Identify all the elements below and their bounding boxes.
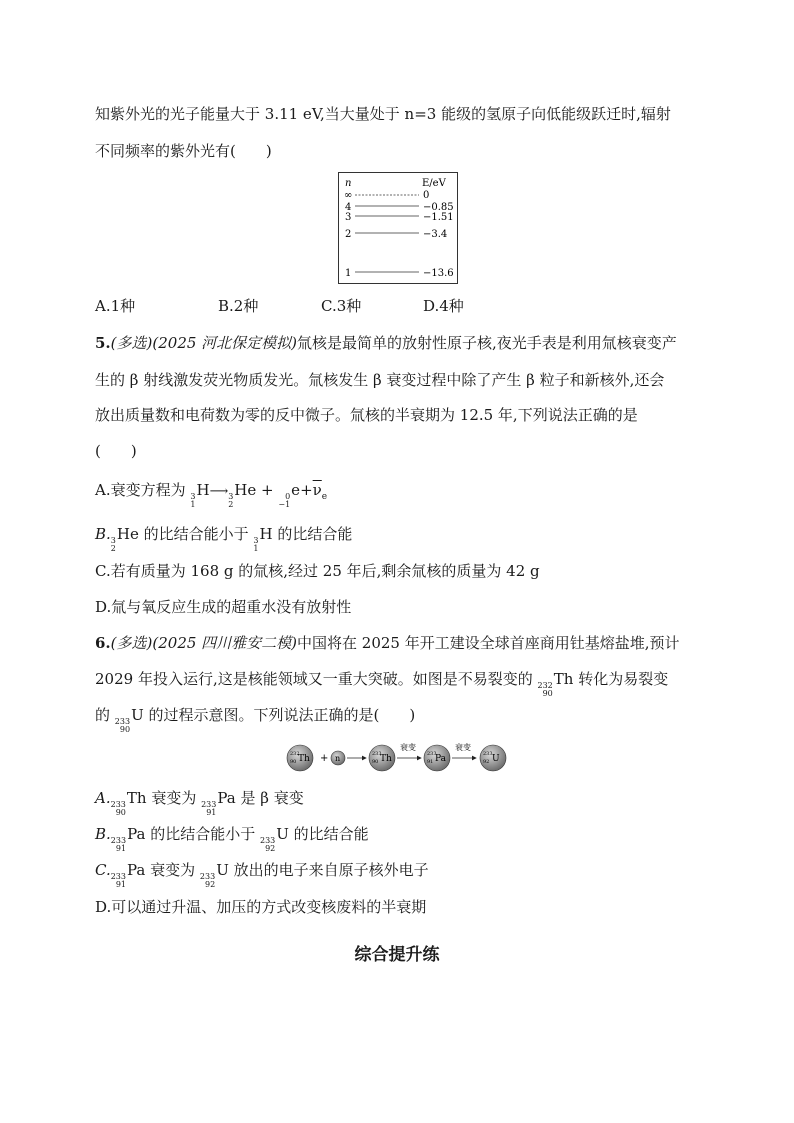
q6-stem-text-3-end: U 的过程示意图。下列说法正确的是( ) [131,706,416,724]
q5-stem-text-1: 氚核是最简单的放射性原子核,夜光手表是利用氚核衰变产 [297,334,677,352]
nuclide-he3: 3 2 He [228,481,257,509]
level-n-2: 2 [345,229,352,240]
q6-option-a-prefix: A. [95,789,111,807]
q5-option-d[interactable]: D.氚与氧反应生成的超重水没有放射性 [95,598,352,616]
svg-text:233: 233 [372,751,382,757]
section-title: 综合提升练 [354,945,440,965]
svg-text:90: 90 [372,759,379,765]
q5-option-b-prefix: B. [95,525,111,543]
q5-stem-line-2: 生的 β 射线激发荧光物质发光。氚核发生 β 衰变过程中除了产生 β 粒子和新核外,还会 [95,371,665,389]
q6-option-a[interactable] [95,788,304,817]
nuclide-u233-b: 233 92 [259,836,276,853]
q5-source-tag: (多选)(2025 河北保定模拟) [110,334,298,352]
nuclide-he3-b: 3 2 [110,536,116,553]
level-e-2: −3.4 [423,229,448,240]
q6-stem-text-3: 的 [95,706,115,724]
svg-text:233: 233 [483,751,493,757]
q6-option-b-prefix: B. [95,825,111,843]
q6-number: 6. [95,634,111,652]
decay-label-1: 衰变 [400,743,416,752]
decay-label-2: 衰变 [455,743,471,752]
level-n-4: 4 [345,202,352,213]
q6-option-b-text: Pa 的比结合能小于 [127,825,260,843]
svg-text:91: 91 [427,759,434,765]
nuclide-th233-a: 233 90 [110,800,126,817]
q4-stem-line-2: 不同频率的紫外光有( ) [95,142,272,160]
arrow-icon: ⟶ [209,484,229,499]
n-axis-label: n [345,178,352,189]
svg-text:232: 232 [290,751,300,757]
q4-options [95,296,464,316]
level-n-inf: ∞ [344,190,353,201]
q5-option-a[interactable]: A.衰变方程为 3 1 H⟶ 3 2 He + 0 −1 $e+\overline{\nu}_e$ [95,481,328,509]
q5-option-a-prefix: A.衰变方程为 [95,481,191,499]
q5-number: 5. [95,334,111,352]
q5-stem-line-3: 放出质量数和电荷数为零的反中微子。氚核的半衰期为 12.5 年,下列说法正确的是 [95,406,638,424]
q6-option-b[interactable] [95,824,369,853]
pa233-label: Pa [435,754,447,764]
q5-option-c[interactable]: C.若有质量为 168 g 的氚核,经过 25 年后,剩余氚核的质量为 42 g [95,562,540,580]
q6-source-tag: (多选)(2025 四川雅安二模) [110,634,298,652]
energy-level-diagram [338,172,458,284]
q6-stem-text-2: 2029 年投入运行,这是核能领域又一重大突破。如图是不易裂变的 [95,670,538,688]
q6-option-c-text: Pa 衰变为 [127,861,200,879]
antineutrino-symbol: $\overline{\nu}$ [312,481,322,499]
q5-option-b[interactable] [95,524,352,553]
nuclide-pa233-b: 233 91 [110,836,127,853]
q6-stem-line-1 [95,633,680,653]
nuclide-u233-c: 233 92 [199,872,216,889]
level-e-inf: 0 [423,190,430,201]
level-e-3: −1.51 [423,212,454,223]
q5-option-b-end: H 的比结合能 [259,525,353,543]
q5-option-b-text: He 的比结合能小于 [116,525,254,543]
nuclide-h3: 3 1 H [190,481,210,509]
level-e-1: −13.6 [423,268,454,279]
u233-label: U [492,754,500,764]
q5-stem-line-1 [95,333,677,353]
th233-label: Th [380,754,392,764]
level-n-1: 1 [345,268,352,279]
th232-label: Th [298,754,310,764]
level-n-3: 3 [345,212,352,223]
q4-option-b[interactable]: B.2种 [218,297,259,315]
energy-level-svg [339,173,457,283]
svg-text:233: 233 [427,751,437,757]
neutron-label: n [335,754,341,763]
svg-text:90: 90 [290,759,297,765]
q4-stem-line-1: 知紫外光的光子能量大于 3.11 eV,当大量处于 n=3 能级的氢原子向低能级跃迁时,辐射 [95,105,671,123]
q6-option-a-end: Pa 是 β 衰变 [217,789,304,807]
q6-option-c-end: U 放出的电子来自原子核外电子 [216,861,429,879]
q6-option-c-prefix: C. [95,861,111,879]
q6-stem-text-1: 中国将在 2025 年开工建设全球首座商用钍基熔盐堆,预计 [297,634,680,652]
nuclide-u233: 233 90 [114,717,131,734]
process-svg [285,743,515,773]
level-e-4: −0.85 [423,202,454,213]
svg-text:92: 92 [483,759,490,765]
q5-stem-line-4: ( ) [95,442,137,460]
q4-option-a[interactable]: A.1种 [95,297,136,315]
process-diagram [285,743,515,773]
e-axis-label: E/eV [422,178,446,189]
q6-stem-line-2 [95,669,668,698]
nuclide-h3-b: 3 1 [253,536,259,553]
nuclide-pa233-c: 233 91 [110,872,126,889]
nuclide-th232: 232 90 [537,681,553,698]
q4-option-d[interactable]: D.4种 [423,297,464,315]
q6-stem-text-2-end: Th 转化为易裂变 [553,670,669,688]
nuclide-electron: 0 −1 e [278,481,301,509]
nuclide-pa233-a: 233 91 [201,800,217,817]
q4-option-c[interactable]: C.3种 [321,297,362,315]
plus-sign: + [320,753,329,764]
q6-option-c[interactable] [95,860,429,889]
q6-option-b-end: U 的比结合能 [276,825,369,843]
q6-stem-line-3 [95,705,415,734]
q6-option-d[interactable]: D.可以通过升温、加压的方式改变核废料的半衰期 [95,898,427,916]
q6-option-a-text: Th 衰变为 [126,789,202,807]
